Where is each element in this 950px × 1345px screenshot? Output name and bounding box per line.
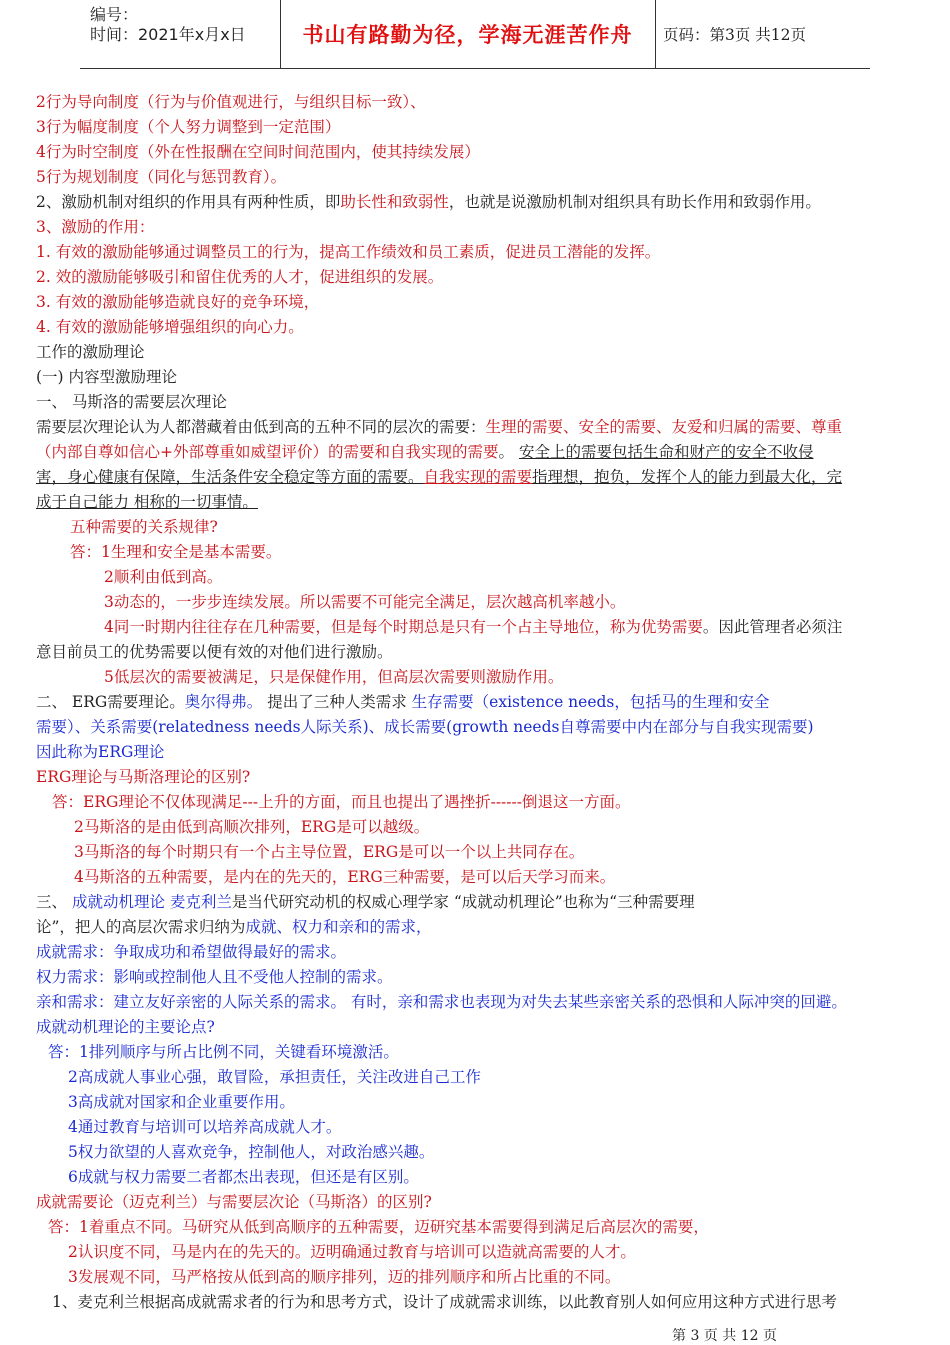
text-line	[36, 90, 916, 115]
text-run: 工作的激励理论	[36, 343, 145, 361]
text-line	[36, 840, 916, 865]
text-run: 3行为幅度制度（个人努力调整到一定范围）	[36, 118, 341, 136]
text-run: 答：1生理和安全是基本需要。	[70, 543, 282, 561]
text-run: 是当代研究动机的权威心理学家 “成就动机理论”也称为“三种需要理	[231, 893, 695, 911]
text-run: 指理想，抱负，发挥个人的能力到最大化，完	[532, 468, 843, 486]
text-run: 五种需要的关系规律?	[70, 518, 218, 536]
text-line	[36, 115, 916, 140]
text-run: 安全上的需要包括生命和财产的安全不收侵	[518, 443, 814, 461]
text-line	[36, 1090, 916, 1115]
text-run: 答：1排列顺序与所占比例不同，关键看环境激活。	[48, 1043, 399, 1061]
text-run: 二、 ERG需要理论。	[36, 693, 185, 711]
text-run: 一、 马斯洛的需要层次理论	[36, 393, 227, 411]
text-run: (一) 内容型激励理论	[36, 368, 178, 386]
motto: 书山有路勤为径，学海无涯苦作舟	[302, 22, 633, 47]
text-line	[36, 1290, 916, 1315]
text-run: 3动态的，一步步连续发展。所以需要不可能完全满足，层次越高机率越小。	[104, 593, 626, 611]
text-line	[36, 865, 916, 890]
doc-id-label: 编号：	[90, 5, 139, 24]
text-run: 4行为时空制度（外在性报酬在空间时间范围内，使其持续发展）	[36, 143, 480, 161]
text-line	[36, 240, 916, 265]
text-run: 奥尔得弗。	[184, 693, 263, 711]
text-run: 因此称为ERG理论	[36, 743, 165, 761]
text-line	[36, 565, 916, 590]
text-line	[36, 515, 916, 540]
text-line	[36, 1240, 916, 1265]
text-run: ERG理论与马斯洛理论的区别?	[36, 768, 251, 786]
text-line	[36, 640, 916, 665]
text-line	[36, 815, 916, 840]
text-line	[36, 215, 916, 240]
text-run: 2马斯洛的是由低到高顺次排列，ERG是可以越级。	[74, 818, 430, 836]
text-run: 2高成就人事业心强，敢冒险，承担责任，关注改进自己工作	[68, 1068, 481, 1086]
text-run: 成就动机理论的主要论点?	[36, 1018, 215, 1036]
text-run: 成就需求：争取成功和希望做得最好的需求。	[36, 943, 347, 961]
text-run: 害，身心健康有保障，生活条件安全稳定等方面的需要。	[36, 468, 424, 486]
text-run: 3高成就对国家和企业重要作用。	[68, 1093, 295, 1111]
text-line	[36, 915, 916, 940]
text-line	[36, 340, 916, 365]
text-run: 亲和需求：建立友好亲密的人际关系的需求。 有时，亲和需求也表现为对失去某些亲密关系的恐惧和人际冲突的回避。	[36, 993, 847, 1011]
text-run: 2顺利由低到高。	[104, 568, 223, 586]
text-run: 答：1着重点不同。马研究从低到高顺序的五种需要，迈研究基本需要得到满足后高层次的需要，	[48, 1218, 709, 1236]
text-line	[36, 940, 916, 965]
text-line	[36, 1015, 916, 1040]
header-motto-cell	[280, 0, 656, 68]
text-run: ，也就是说激励机制对组织具有助长作用和致弱作用。	[448, 193, 821, 211]
text-run: 2认识度不同，马是内在的先天的。迈明确通过教育与培训可以造就高需要的人才。	[68, 1243, 636, 1261]
text-line	[36, 265, 916, 290]
text-run: 2、激励机制对组织的作用具有两种性质，即	[36, 193, 341, 211]
text-line	[36, 1140, 916, 1165]
page-header	[80, 0, 870, 69]
text-run: 称为优势需要	[609, 618, 703, 636]
text-run: 需要）、关系需要(relatedness needs人际关系)、成长需要(growth needs自尊需要中内在部分与自我实现需要)	[36, 718, 814, 736]
text-run: 5低层次的需要被满足，只是保健作用，但高层次需要则激励作用。	[104, 668, 564, 686]
text-run: 成于自己能力 相称的一切事情。	[36, 493, 258, 511]
header-page-cell	[655, 0, 878, 68]
text-line	[36, 165, 916, 190]
text-line	[36, 315, 916, 340]
doc-time: 时间：2021年x月x日	[90, 25, 246, 44]
text-run: 4同一时期内往往存在几种需要，但是每个时期总是只有一个占主导地位，	[104, 618, 610, 636]
text-line	[36, 965, 916, 990]
text-run: 论”，把人的高层次需求归纳为	[36, 918, 246, 936]
text-line	[36, 290, 916, 315]
text-line	[36, 490, 916, 515]
text-line	[36, 1165, 916, 1190]
text-run: 2行为导向制度（行为与价值观进行，与组织目标一致）、	[36, 93, 426, 111]
text-run: （内部自尊如信心+外部尊重如威望评价）的需要和自我实现的需要	[36, 443, 499, 461]
text-run: 生理的需要、安全的需要、友爱和归属的需要、尊重	[485, 418, 843, 436]
text-run: 2. 效的激励能够吸引和留住优秀的人才，促进组织的发展。	[36, 268, 444, 286]
text-run: 3发展观不同，马严格按从低到高的顺序排列，迈的排列顺序和所占比重的不同。	[68, 1268, 621, 1286]
text-line	[36, 440, 916, 465]
text-line	[36, 615, 916, 640]
text-run: 权力需求：影响或控制他人且不受他人控制的需求。	[36, 968, 393, 986]
text-run: 4. 有效的激励能够增强组织的向心力。	[36, 318, 304, 336]
text-line	[36, 665, 916, 690]
text-run: 答：ERG理论不仅体现满足---上升的方面，而且也提出了遇挫折------倒退这一方面。	[52, 793, 631, 811]
text-run: 1. 有效的激励能够通过调整员工的行为，提高工作绩效和员工素质，促进员工潜能的发挥。	[36, 243, 661, 261]
document-body	[36, 90, 916, 1315]
text-run: 三、	[36, 893, 72, 911]
text-line	[36, 365, 916, 390]
text-line	[36, 790, 916, 815]
text-line	[36, 540, 916, 565]
text-run: 提出了三种人类需求	[262, 693, 412, 711]
text-run: 5行为规划制度（同化与惩罚教育）。	[36, 168, 287, 186]
text-run: 4马斯洛的五种需要，是内在的先天的，ERG三种需要，是可以后天学习而来。	[74, 868, 616, 886]
text-line	[36, 590, 916, 615]
text-run: 意目前员工的优势需要以便有效的对他们进行激励。	[36, 643, 393, 661]
text-run: 3马斯洛的每个时期只有一个占主导位置，ERG是可以一个以上共同存在。	[74, 843, 585, 861]
text-run: 生存需要（existence needs，包括马的生理和安全	[411, 693, 770, 711]
text-line	[36, 715, 916, 740]
text-run: 成就动机理论	[71, 893, 165, 911]
text-line	[36, 1190, 916, 1215]
header-id-cell	[80, 0, 281, 68]
text-line	[36, 465, 916, 490]
text-line	[36, 390, 916, 415]
page-footer: 第 3 页 共 12 页	[672, 1328, 777, 1344]
text-line	[36, 1065, 916, 1090]
text-run: 自我实现的需要	[423, 468, 533, 486]
text-line	[36, 1040, 916, 1065]
text-run: 麦克利兰	[169, 893, 232, 911]
text-run: 4通过教育与培训可以培养高成就人才。	[68, 1118, 342, 1136]
text-line	[36, 765, 916, 790]
text-line	[36, 890, 916, 915]
text-line	[36, 140, 916, 165]
text-line	[36, 1215, 916, 1240]
text-run: 5权力欲望的人喜欢竞争，控制他人，对政治感兴趣。	[68, 1143, 435, 1161]
text-line	[36, 690, 916, 715]
text-line	[36, 740, 916, 765]
text-line	[36, 415, 916, 440]
text-line	[36, 1265, 916, 1290]
text-run: 成就、权力和亲和的需求，	[245, 918, 432, 936]
text-run: 成就需要论（迈克利兰）与需要层次论（马斯洛）的区别?	[36, 1193, 432, 1211]
text-run: 6成就与权力需要二者都杰出表现，但还是有区别。	[68, 1168, 419, 1186]
text-run: 。因此管理者必须注	[702, 618, 843, 636]
text-run: 3. 有效的激励能够造就良好的竞争环境，	[36, 293, 320, 311]
text-line	[36, 190, 916, 215]
text-line	[36, 990, 916, 1015]
text-run: 助长性和致弱性	[340, 193, 449, 211]
text-run: 3、激励的作用：	[36, 218, 155, 236]
text-run: 。	[498, 443, 519, 461]
page-number: 页码：第3页 共12页	[663, 26, 807, 44]
text-line	[36, 1115, 916, 1140]
text-run: 1、麦克利兰根据高成就需求者的行为和思考方式，设计了成就需求训练，以此教育别人如何应用这种方式进行思考	[52, 1293, 837, 1311]
text-run: 需要层次理论认为人都潜藏着由低到高的五种不同的层次的需要：	[36, 418, 486, 436]
